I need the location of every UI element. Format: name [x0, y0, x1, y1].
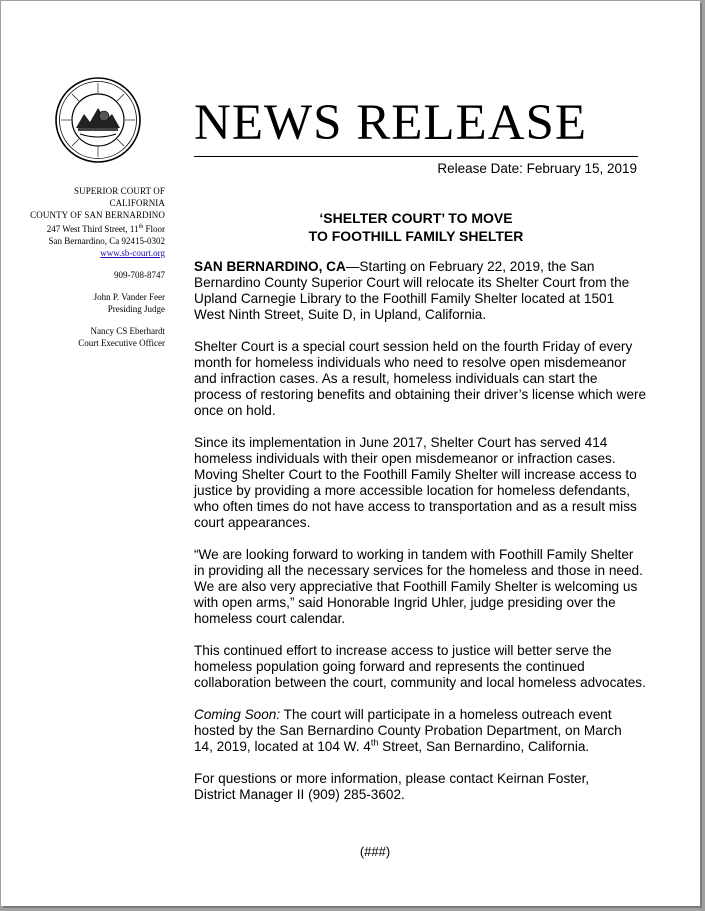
document-page	[1, 1, 700, 906]
address-floor-text: Floor	[143, 224, 165, 234]
dateline: SAN BERNARDINO, CA	[194, 259, 346, 274]
paragraph-5	[194, 643, 644, 691]
paragraph-line: “We are looking forward to working in tandem with Foothill Family Shelter	[194, 547, 634, 562]
paragraph-line: Moving Shelter Court to the Foothill Family Shelter will increase access to	[194, 467, 637, 482]
coming-soon-label: Coming Soon:	[194, 707, 281, 722]
paragraph-1	[194, 259, 644, 323]
address-floor-sup: th	[138, 224, 144, 230]
paragraph-text: Street, San Bernardino, California.	[378, 739, 590, 754]
page-title: NEWS RELEASE	[194, 95, 588, 151]
paragraph-2	[194, 339, 647, 419]
paragraph-line: District Manager II (909) 285-3602.	[194, 787, 405, 802]
presiding-judge-title: Presiding Judge	[107, 304, 165, 314]
paragraph-line: homeless individuals with their open misdemeanor or infraction cases.	[194, 451, 616, 466]
paragraph-6	[194, 707, 644, 755]
paragraph-line: court appearances.	[194, 515, 311, 530]
court-address-street	[9, 221, 165, 235]
paragraph-line: homeless population going forward and represents the continued	[194, 659, 585, 674]
sidebar-spacer	[9, 281, 165, 291]
headline	[194, 209, 638, 245]
paragraph-line	[194, 707, 644, 723]
paragraph-line: hosted by the San Bernardino County Probation Department, on March	[194, 723, 622, 738]
paragraph-line: homeless court calendar.	[194, 611, 346, 626]
address-street-text: 247 West Third Street, 11	[46, 224, 139, 234]
headline-line2: TO FOOTHILL FAMILY SHELTER	[308, 228, 524, 244]
court-name-line2: CALIFORNIA	[109, 198, 165, 208]
paragraph-line: Since its implementation in June 2017, Shelter Court has served 414	[194, 435, 608, 450]
paragraph-line: process of restoring benefits and obtaining their driver’s license which were	[194, 387, 647, 402]
end-mark: (###)	[359, 844, 391, 859]
title-divider	[194, 156, 638, 157]
paragraph-line: with open arms,” said Honorable Ingrid Uhler, judge presiding over the	[194, 595, 616, 610]
sidebar-spacer	[9, 259, 165, 269]
article-body	[194, 259, 647, 819]
paragraph-line: Upland Carnegie Library to the Foothill Family Shelter located at 1501	[194, 291, 615, 306]
paragraph-line: once on hold.	[194, 403, 276, 418]
paragraph-text: —Starting on February 22, 2019, the San	[345, 259, 595, 274]
court-address-city: San Bernardino, Ca 92415-0302	[48, 236, 165, 246]
paragraph-line: month for homeless individuals who need to resolve open misdemeanor	[194, 355, 627, 370]
paragraph-3	[194, 435, 644, 531]
paragraph-line: Shelter Court is a special court session held on the fourth Friday of every	[194, 339, 633, 354]
sidebar-spacer	[9, 315, 165, 325]
paragraph-line: justice by providing a more accessible location for homeless defendants,	[194, 483, 630, 498]
paragraph-line: For questions or more information, please contact Keirnan Foster,	[194, 771, 590, 786]
paragraph-7	[194, 771, 644, 803]
paragraph-line: West Ninth Street, Suite D, in Upland, California.	[194, 307, 487, 322]
paragraph-line	[194, 259, 644, 275]
court-website-link[interactable]: www.sb-court.org	[100, 248, 165, 258]
paragraph-text: 14, 2019, located at 104 W. 4	[194, 739, 371, 754]
paragraph-line: Bernardino County Superior Court will relocate its Shelter Court from the	[194, 275, 630, 290]
paragraph-line: We are also very appreciative that Foothill Family Shelter is welcoming us	[194, 579, 638, 594]
paragraph-line: and infraction cases. As a result, homeless individuals can start the	[194, 371, 598, 386]
court-name-line1: SUPERIOR COURT OF	[73, 186, 165, 196]
court-name-line3: COUNTY OF SAN BERNARDINO	[30, 210, 165, 220]
paragraph-line: collaboration between the court, community and local homeless advocates.	[194, 675, 646, 690]
paragraph-line: who often times do not have access to transportation and as a result miss	[194, 499, 637, 514]
presiding-judge-name: John P. Vander Feer	[93, 292, 165, 302]
paragraph-line	[194, 739, 644, 755]
court-sidebar	[9, 185, 165, 349]
executive-officer-title: Court Executive Officer	[78, 338, 165, 348]
paragraph-line: This continued effort to increase access to justice will better serve the	[194, 643, 612, 658]
release-date: Release Date: February 15, 2019	[437, 161, 637, 176]
court-phone: 909-708-8747	[114, 270, 165, 280]
executive-officer-name: Nancy CS Eberhardt	[90, 326, 165, 336]
paragraph-4	[194, 547, 644, 627]
street-sup: th	[370, 737, 379, 748]
paragraph-text: The court will participate in a homeless outreach event	[280, 707, 612, 722]
court-seal-icon	[54, 76, 142, 164]
headline-line1: ‘SHELTER COURT’ TO MOVE	[319, 210, 513, 226]
paragraph-line: in providing all the necessary services for the homeless and those in need.	[194, 563, 643, 578]
